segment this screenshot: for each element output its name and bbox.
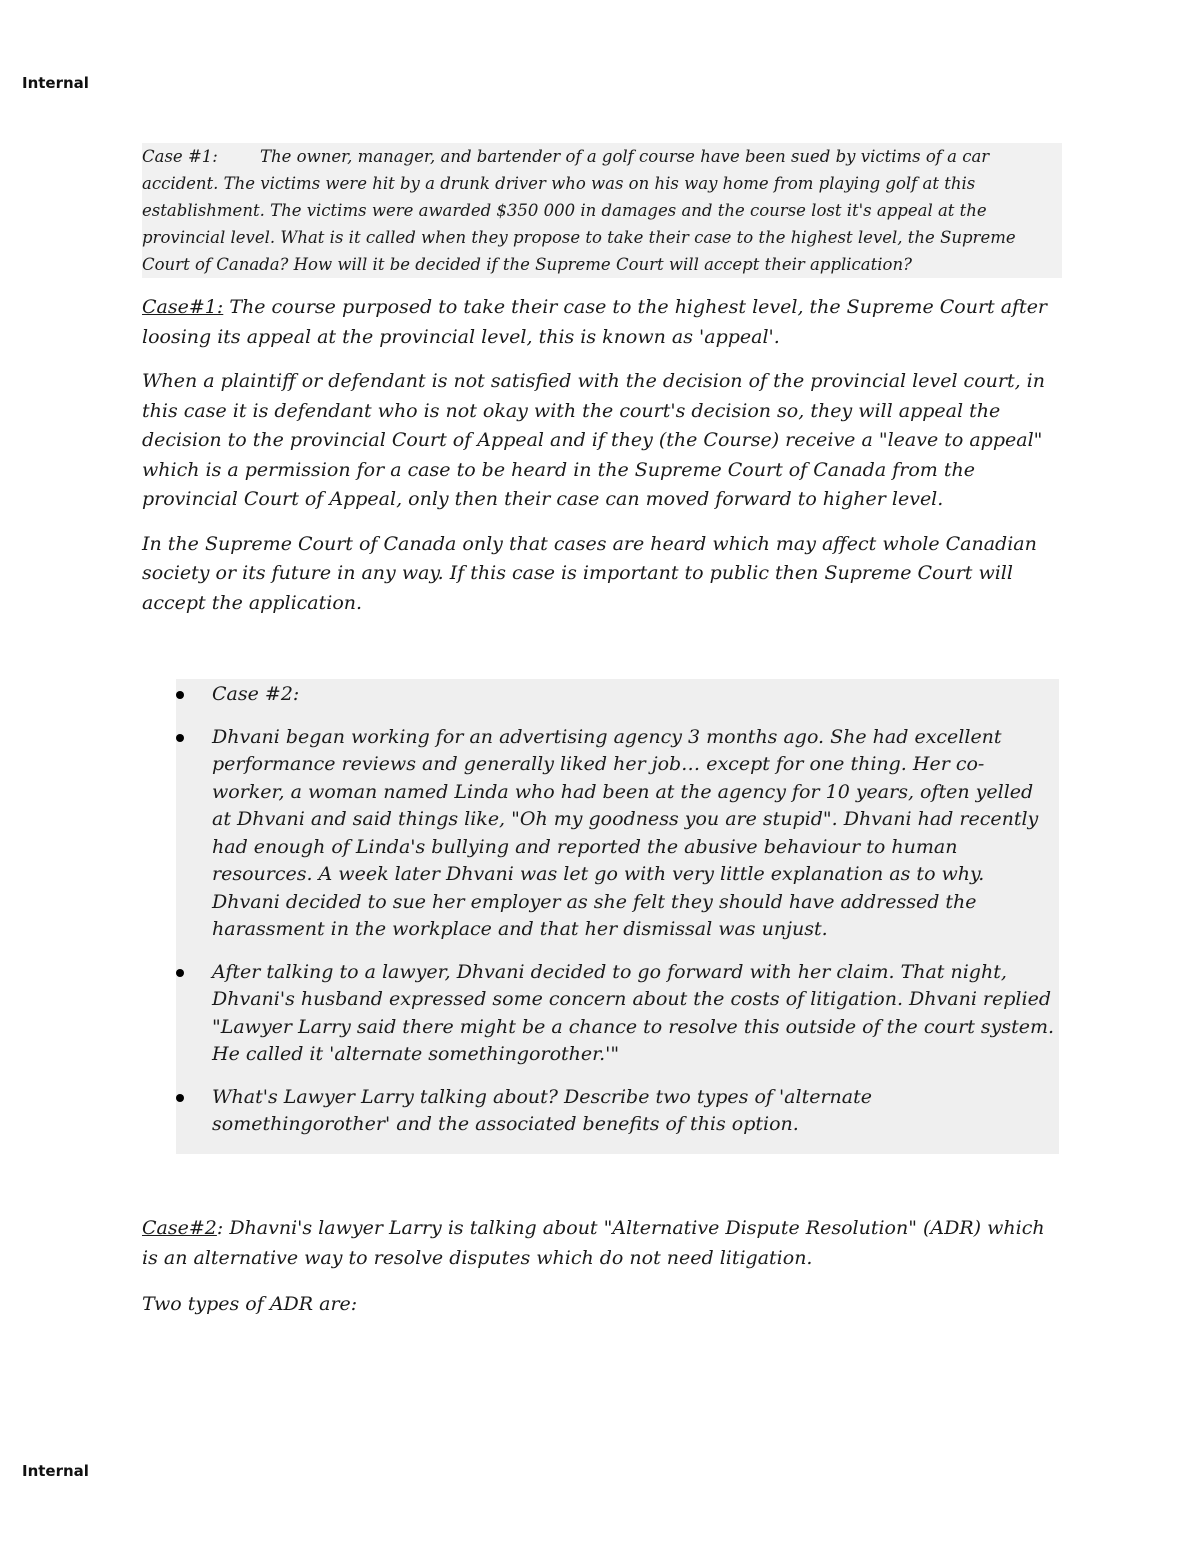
case2-bullet-item — [176, 959, 1056, 1069]
bullet-icon — [176, 691, 184, 699]
case1-answer-text: The course purposed to take their case to the highest level, the Supreme Court after loosing its appeal at the provincial level, this is known as 'appeal'. — [142, 296, 1048, 348]
case2-answer-paragraph-1 — [142, 1214, 1062, 1273]
bullet-icon — [176, 969, 184, 977]
case2-answer-text: : Dhavni's lawyer Larry is talking about "Alternative Dispute Resolution" (ADR) which is an alternative way to resolve disputes which do not need litigation. — [142, 1217, 1045, 1269]
case1-question-label: Case #1: — [142, 147, 218, 166]
bullet-icon — [176, 1094, 184, 1102]
case1-answer — [142, 293, 1062, 633]
case2-bullet-item — [176, 1084, 1056, 1139]
case1-answer-paragraph-3: In the Supreme Court of Canada only that cases are heard which may affect whole Canadian society or its future in any way. If this case is important to public then Supreme Court will accept the application. — [142, 532, 1037, 614]
case2-answer-paragraph-2: Two types of ADR are: — [142, 1293, 358, 1315]
bullet-icon — [176, 734, 184, 742]
case1-answer-paragraph-1 — [142, 293, 1062, 352]
document-label-top: Internal — [22, 74, 89, 92]
case1-question-text: The owner, manager, and bartender of a golf course have been sued by victims of a car accident. The victims were hit by a drunk driver who was on his way home from playing golf at this establishment. The victims were awarded $350 000 in damages and the course lost it's appeal at the provincial level. What is it called when they propose to take their case to the highest level, the Supreme Court of Canada? How will it be decided if the Supreme Court will accept their application? — [142, 147, 1016, 274]
case1-question — [142, 143, 1062, 278]
case2-bullet-item — [176, 681, 1056, 709]
case2-bullet-text: Dhvani began working for an advertising agency 3 months ago. She had excellent performance reviews and generally liked her job… except for one thing. Her co-worker, a woman named Linda who had been at the agency for 10 years, often yelled at Dhvani and said things like, "Oh my goodness you are stupid". Dhvani had recently had enough of Linda's bullying and reported the abusive behaviour to human resources. A week later Dhvani was let go with very little explanation as to why. Dhvani decided to sue her employer as she felt they should have addressed the harassment in the workplace and that her dismissal was unjust. — [212, 725, 1039, 940]
case2-bullet-text: Case #2: — [212, 683, 300, 705]
document-label-bottom: Internal — [22, 1462, 89, 1480]
case2-answer — [142, 1214, 1062, 1337]
case1-answer-label: Case#1: — [142, 296, 224, 318]
case2-bullet-text: What's Lawyer Larry talking about? Describe two types of 'alternate somethingorother' and the associated benefits of this option. — [212, 1085, 872, 1135]
case2-bullet-text: After talking to a lawyer, Dhvani decided to go forward with her claim. That night, Dhvani's husband expressed some concern about the costs of litigation. Dhvani replied "Lawyer Larry said there might be a chance to resolve this outside of the court system. He called it 'alternate somethingorother.'" — [212, 960, 1055, 1065]
case1-answer-paragraph-2: When a plaintiff or defendant is not satisfied with the decision of the provincial level court, in this case it is defendant who is not okay with the court's decision so, they will appeal the decision to the provincial Court of Appeal and if they (the Course) receive a "leave to appeal" which is a permission for a case to be heard in the Supreme Court of Canada from the provincial Court of Appeal, only then their case can moved forward to higher level. — [142, 370, 1045, 510]
case2-question-list — [176, 681, 1056, 1154]
case2-answer-label: Case#2 — [142, 1217, 217, 1239]
case2-bullet-item — [176, 724, 1056, 944]
